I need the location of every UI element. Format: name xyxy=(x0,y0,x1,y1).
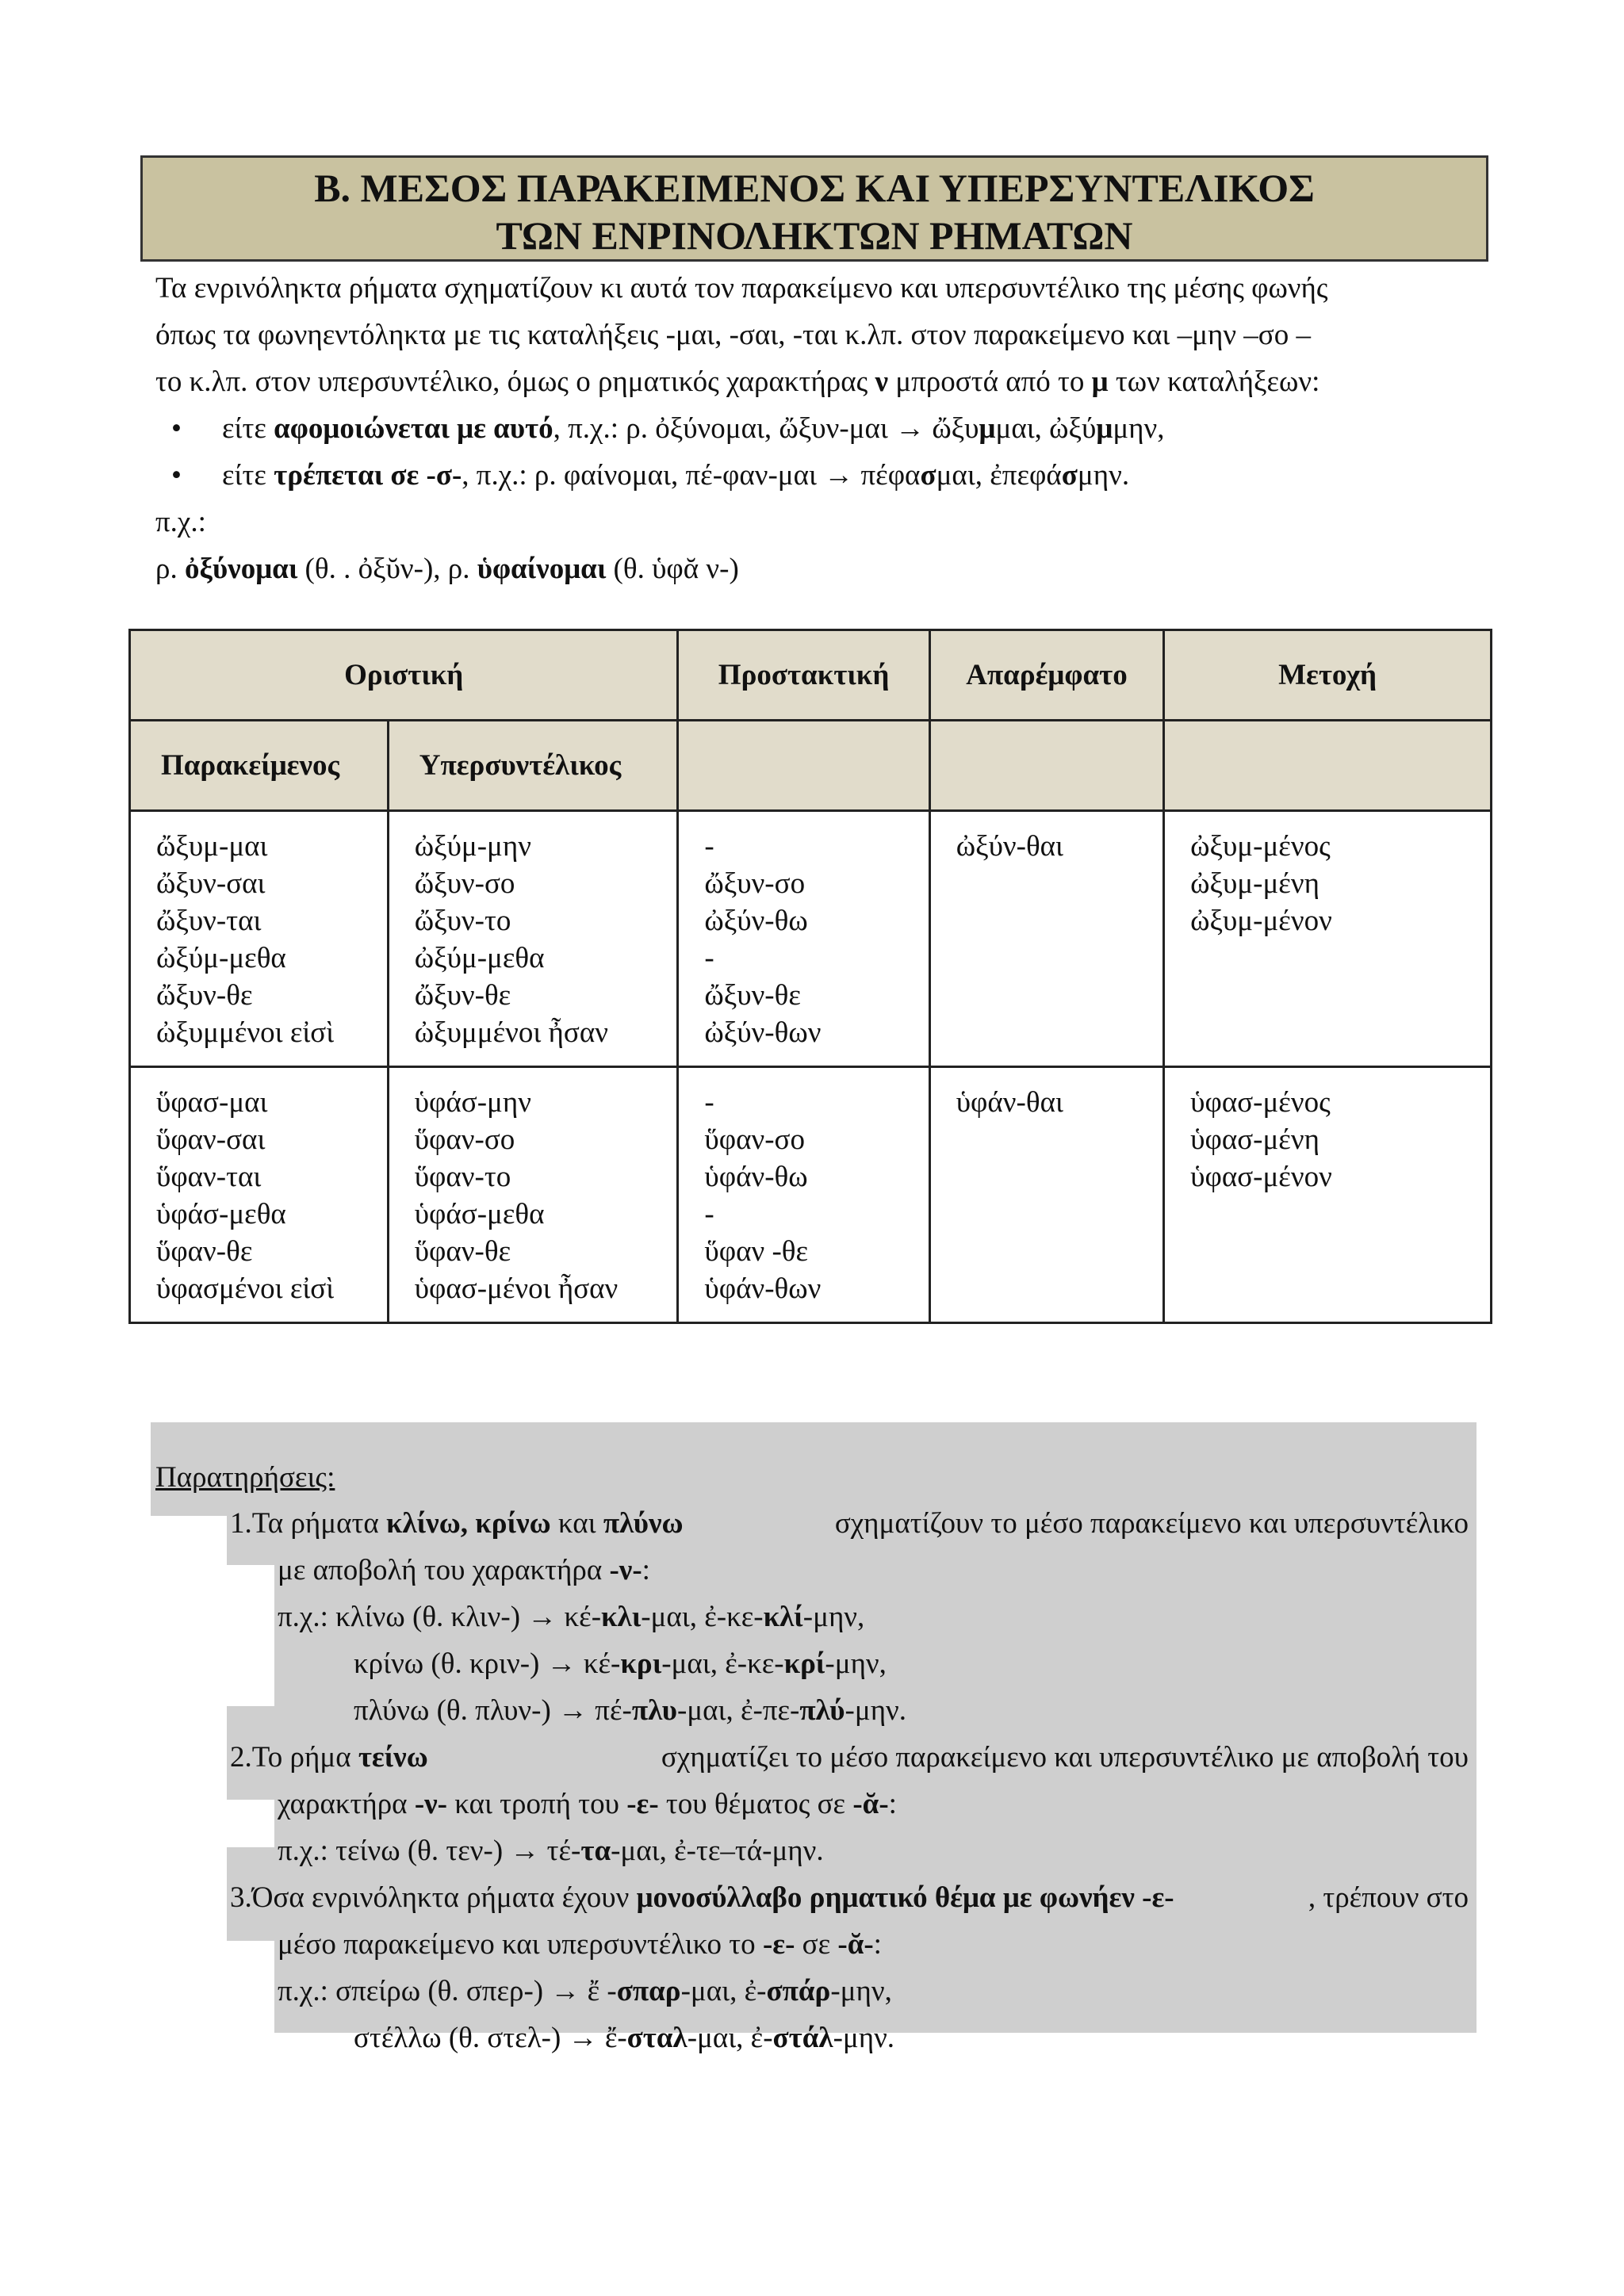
header-oristiki: Οριστική xyxy=(130,630,678,721)
text-fragment: μαι, ὠξύ xyxy=(995,412,1097,445)
cell-line: ὠξυμμένοι εἰσὶ xyxy=(156,1016,335,1049)
cell-line: ὑφάν-θων xyxy=(704,1272,822,1305)
text-fragment: : xyxy=(888,1788,897,1820)
intro-paragraph xyxy=(155,265,1488,592)
cell-line: - xyxy=(704,942,714,974)
bold-fragment: κρι xyxy=(620,1647,662,1680)
text-fragment: μαι, ἐπεφά xyxy=(936,459,1062,492)
cell-line: ὤξυν-το xyxy=(414,905,511,937)
bold-fragment: -ν- xyxy=(609,1554,642,1586)
cell-line: ὑφάν-θαι xyxy=(956,1086,1063,1119)
cell-line: ὠξυμμένοι ἦσαν xyxy=(414,1016,608,1049)
cell-line: ὑφασ-μένον xyxy=(1190,1161,1332,1193)
bullet-item-2 xyxy=(155,452,1488,499)
note-1-line-1 xyxy=(230,1500,1469,1547)
text-fragment: ρ. xyxy=(155,553,185,585)
text-fragment: , τρέπουν στο xyxy=(1308,1881,1469,1914)
cell-line: ὠξύν-θαι xyxy=(956,830,1064,863)
table-header-row xyxy=(130,630,1492,721)
text-fragment: 2.Το ρήμα xyxy=(230,1741,358,1774)
title-line-1: Β. ΜΕΣΟΣ ΠΑΡΑΚΕΙΜΕΝΟΣ ΚΑΙ ΥΠΕΡΣΥΝΤΕΛΙΚΟΣ xyxy=(314,166,1315,210)
cell-line: ὤξυν-θε xyxy=(704,979,801,1012)
note-3-line-2 xyxy=(278,1921,882,1968)
table-subheader-row xyxy=(130,721,1492,811)
cell-line: ὕφαν-το xyxy=(414,1161,511,1193)
cell-line: ὑφάσ-μεθα xyxy=(414,1198,545,1230)
note-2-line-2 xyxy=(278,1781,897,1827)
cell-line: ὕφαν-ται xyxy=(156,1161,262,1193)
bold-fragment: στάλ xyxy=(772,2022,833,2054)
header-metochi: Μετοχή xyxy=(1164,630,1492,721)
bold-fragment: -ᾰ- xyxy=(852,1788,889,1820)
subheader-empty xyxy=(678,721,929,811)
text-fragment: -μαι, ἐ-κε- xyxy=(641,1601,764,1633)
note-2-line-1 xyxy=(230,1734,1469,1781)
bold-fragment: μονοσύλλαβο ρηματικό θέμα με φωνήεν -ε- xyxy=(636,1881,1174,1914)
bold-fragment: τρέπεται σε -σ- xyxy=(274,459,462,492)
bold-fragment: πλύνω xyxy=(603,1507,684,1540)
text-fragment: -μην, xyxy=(825,1647,887,1680)
text-fragment: και xyxy=(550,1507,603,1540)
cell-parakeimenos xyxy=(130,811,389,1067)
text-fragment: σχηματίζουν το μέσο παρακείμενο και υπερσυντέλικο xyxy=(834,1507,1469,1540)
bold-fragment: μ xyxy=(979,412,996,445)
bold-fragment: σ xyxy=(920,459,936,492)
header-prostaktiki: Προστακτική xyxy=(678,630,929,721)
notes-heading: Παρατηρήσεις: xyxy=(155,1461,335,1494)
text-fragment: κρίνω (θ. κριν-) → κέ- xyxy=(354,1647,621,1680)
cell-line: ὤξυν-σαι xyxy=(156,867,266,900)
cell-line: ὠξύμ-μεθα xyxy=(156,942,286,974)
note-3-line-1 xyxy=(230,1874,1469,1921)
text-fragment: -μαι, ἐ-τε–τά-μην. xyxy=(611,1835,824,1867)
bullet-icon: • xyxy=(171,459,182,492)
text-fragment: -μαι, ἐ-πε- xyxy=(676,1694,800,1727)
cell-aparemfato xyxy=(929,1067,1163,1323)
cell-line: ὤξυν-θε xyxy=(414,979,511,1012)
table-row xyxy=(130,1067,1492,1323)
text-fragment: -μην, xyxy=(802,1601,865,1633)
bold-fragment: σπάρ xyxy=(766,1975,831,2007)
bold-fragment: ὀξύνομαι xyxy=(184,553,298,585)
cell-line: ὠξυμ-μένον xyxy=(1190,905,1332,937)
cell-line: ὑφάν-θω xyxy=(704,1161,808,1193)
cell-line: ὕφαν -θε xyxy=(704,1235,809,1268)
bold-fragment: πλύ xyxy=(799,1694,845,1727)
subheader-ypersyntelikos: Υπερσυντέλικος xyxy=(388,721,678,811)
text-fragment: μην. xyxy=(1077,459,1130,492)
bold-fragment: αφομοιώνεται με αυτό xyxy=(274,412,553,445)
cell-ypersyntelikos xyxy=(388,1067,678,1323)
bold-fragment: -ν- xyxy=(414,1788,447,1820)
text-fragment: -μαι, ἐ- xyxy=(687,2022,773,2054)
bold-fragment: -ε- xyxy=(626,1788,659,1820)
cell-parakeimenos xyxy=(130,1067,389,1323)
cell-line: ὕφαν-σο xyxy=(414,1123,515,1156)
text-fragment: του θέματος σε xyxy=(658,1788,853,1820)
note-3-example-2 xyxy=(354,2015,894,2061)
text-fragment: π.χ.: τείνω (θ. τεν-) → τέ- xyxy=(278,1835,581,1867)
text-fragment: (θ. ὑφᾰ ν-) xyxy=(606,553,739,585)
cell-line: ὤξυν-θε xyxy=(156,979,253,1012)
text-fragment: : xyxy=(873,1928,882,1961)
table-row xyxy=(130,811,1492,1067)
text-fragment: χαρακτήρα xyxy=(278,1788,415,1820)
text-fragment: 3.Όσα ενρινόληκτα ρήματα έχουν xyxy=(230,1881,637,1914)
cell-line: ὤξυν-σο xyxy=(704,867,806,900)
text-fragment: -μην. xyxy=(833,2022,895,2054)
bold-fragment: μ xyxy=(1096,412,1113,445)
cell-line: ὕφασ-μαι xyxy=(156,1086,268,1119)
text-fragment: είτε xyxy=(222,412,274,445)
bold-fragment: -ᾰ- xyxy=(837,1928,874,1961)
bold-fragment: -ε- xyxy=(762,1928,795,1961)
text-fragment xyxy=(230,1734,428,1781)
bold-fragment: σταλ xyxy=(626,2022,688,2054)
text-fragment: στέλλω (θ. στελ-) → ἔ- xyxy=(354,2022,627,2054)
text-fragment xyxy=(230,1874,1174,1921)
note-1-line-2 xyxy=(278,1547,650,1594)
cell-line: ὠξύν-θω xyxy=(704,905,808,937)
text-fragment: το κ.λπ. στον υπερσυντέλικο, όμως ο ρηματικός χαρακτήρας xyxy=(155,365,875,398)
text-fragment: σχηματίζει το μέσο παρακείμενο και υπερσυντέλικο με αποβολή του xyxy=(661,1741,1469,1774)
cell-line: ὠξύν-θων xyxy=(704,1016,822,1049)
cell-line: ὤξυν-ται xyxy=(156,905,262,937)
cell-line: ὤξυν-σο xyxy=(414,867,515,900)
cell-line: ὠξύμ-μην xyxy=(414,830,531,863)
cell-line: ὑφασ-μένος xyxy=(1190,1086,1331,1119)
cell-line: ὠξυμ-μένη xyxy=(1190,867,1320,900)
bold-fragment: πλυ xyxy=(631,1694,677,1727)
text-fragment: είτε xyxy=(222,459,274,492)
text-fragment: , π.χ.: ρ. ὀξύνομαι, ὤξυν-μαι → ὤξυ xyxy=(553,412,979,445)
cell-line: ὕφαν-σο xyxy=(704,1123,805,1156)
note-1-example-2 xyxy=(354,1640,887,1687)
bold-fragment: σπαρ xyxy=(616,1975,681,2007)
text-fragment: -μην, xyxy=(830,1975,892,2007)
intro-line-1: Τα ενρινόληκτα ρήματα σχηματίζουν κι αυτά τον παρακείμενο και υπερσυντέλικο της μέσης φωνής xyxy=(155,272,1328,304)
subheader-empty xyxy=(929,721,1163,811)
text-fragment: : xyxy=(642,1554,650,1586)
note-2-example xyxy=(278,1827,824,1874)
bold-fragment: σ xyxy=(1061,459,1078,492)
cell-line: ὑφάσ-μην xyxy=(414,1086,531,1119)
cell-line: ὑφασμένοι εἰσὶ xyxy=(156,1272,335,1305)
cell-line: ὑφασ-μένη xyxy=(1190,1123,1320,1156)
cell-line: ὕφαν-θε xyxy=(156,1235,253,1268)
cell-metochi xyxy=(1164,811,1492,1067)
bold-fragment: κρί xyxy=(783,1647,825,1680)
example-verbs xyxy=(155,545,1488,592)
bullet-item-1 xyxy=(155,405,1488,452)
text-fragment: -μαι, ἐ-κε- xyxy=(661,1647,784,1680)
text-fragment: π.χ.: κλίνω (θ. κλιν-) → κέ- xyxy=(278,1601,602,1633)
text-fragment: σε xyxy=(795,1928,838,1961)
cell-line: ὕφαν-σαι xyxy=(156,1123,266,1156)
cell-line: ὕφαν-θε xyxy=(414,1235,511,1268)
text-fragment: με αποβολή του χαρακτήρα xyxy=(278,1554,610,1586)
text-fragment: -μην. xyxy=(845,1694,907,1727)
cell-aparemfato xyxy=(929,811,1163,1067)
bold-fragment: ν xyxy=(875,365,889,398)
note-1-example-3 xyxy=(354,1687,906,1734)
bullet-icon: • xyxy=(171,412,182,445)
text-fragment xyxy=(230,1500,684,1547)
note-1-example-1 xyxy=(278,1594,864,1640)
text-fragment: -μαι, ἐ- xyxy=(680,1975,767,2007)
header-aparemfato: Απαρέμφατο xyxy=(929,630,1163,721)
cell-line: - xyxy=(704,830,714,863)
bold-fragment: κλίνω, κρίνω xyxy=(385,1507,551,1540)
text-fragment: των καταλήξεων: xyxy=(1108,365,1320,398)
subheader-parakeimenos: Παρακείμενος xyxy=(130,721,389,811)
text-fragment: , π.χ.: ρ. φαίνομαι, πέ-φαν-μαι → πέφα xyxy=(462,459,921,492)
cell-metochi xyxy=(1164,1067,1492,1323)
bold-fragment: ὑφαίνομαι xyxy=(477,553,607,585)
cell-ypersyntelikos xyxy=(388,811,678,1067)
bold-fragment: τείνω xyxy=(358,1741,428,1774)
example-label: π.χ.: xyxy=(155,506,206,538)
cell-line: ὑφάσ-μεθα xyxy=(156,1198,286,1230)
intro-line-3 xyxy=(155,358,1488,405)
text-fragment: π.χ.: σπείρω (θ. σπερ-) → ἔ - xyxy=(278,1975,617,2007)
title-line-2: ΤΩΝ ΕΝΡΙΝΟΛΗΚΤΩΝ ΡΗΜΑΤΩΝ xyxy=(496,213,1133,258)
cell-line: - xyxy=(704,1198,714,1230)
cell-prostaktiki xyxy=(678,811,929,1067)
subheader-empty xyxy=(1164,721,1492,811)
bold-fragment: κλί xyxy=(763,1601,803,1633)
intro-line-2: όπως τα φωνηεντόληκτα με τις καταλήξεις -μαι, -σαι, -ται κ.λπ. στον παρακείμενο και –μην –σο – xyxy=(155,319,1312,351)
cell-line: ὠξύμ-μεθα xyxy=(414,942,545,974)
bold-fragment: κλι xyxy=(601,1601,642,1633)
text-fragment: (θ. . ὀξῠν-), ρ. xyxy=(297,553,477,585)
cell-line: ὑφασ-μένοι ἦσαν xyxy=(414,1272,619,1305)
cell-line: ὤξυμ-μαι xyxy=(156,830,268,863)
text-fragment: μην, xyxy=(1113,412,1165,445)
note-3-example-1 xyxy=(278,1968,892,2015)
text-fragment: μέσο παρακείμενο και υπερσυντέλικο το xyxy=(278,1928,763,1961)
cell-prostaktiki xyxy=(678,1067,929,1323)
title-box xyxy=(140,155,1488,262)
cell-line: - xyxy=(704,1086,714,1119)
text-fragment: και τροπή του xyxy=(447,1788,627,1820)
text-fragment: 1.Τα ρήματα xyxy=(230,1507,386,1540)
cell-line: ὠξυμ-μένος xyxy=(1190,830,1331,863)
text-fragment: πλύνω (θ. πλυν-) → πέ- xyxy=(354,1694,632,1727)
bold-fragment: μ xyxy=(1091,365,1109,398)
bold-fragment: τα xyxy=(580,1835,611,1867)
notes-section xyxy=(151,1422,1477,2057)
text-fragment: μπροστά από το xyxy=(888,365,1092,398)
conjugation-table xyxy=(128,629,1492,1324)
